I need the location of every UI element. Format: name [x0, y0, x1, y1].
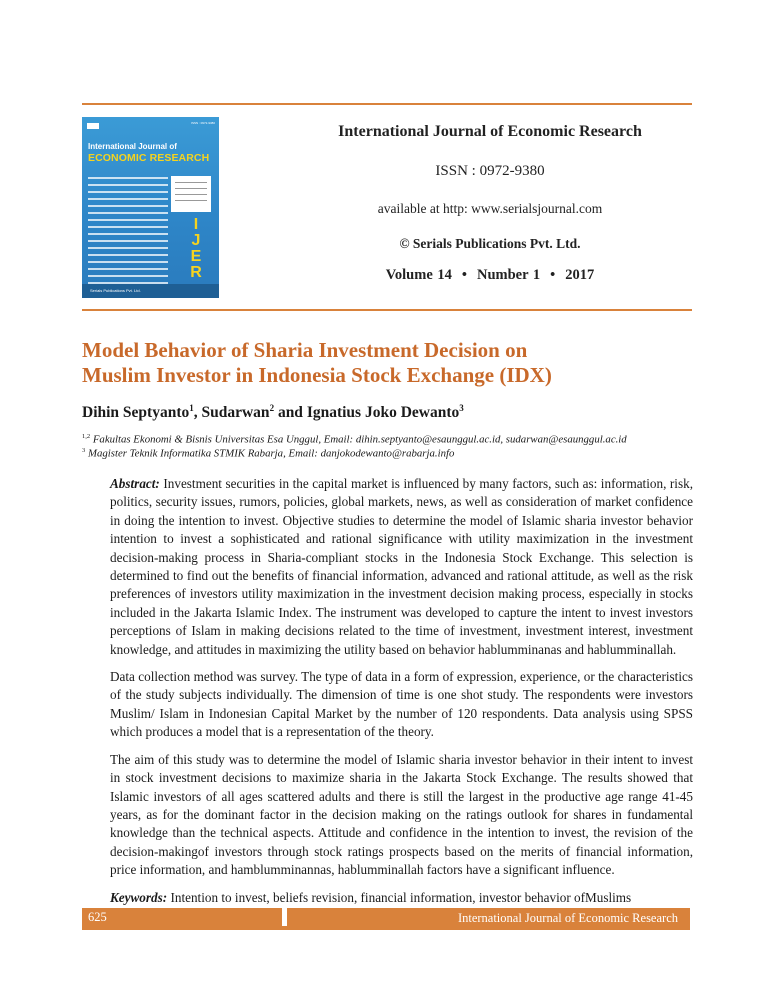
separator: • [461, 267, 467, 283]
volume: Volume 14 [385, 267, 452, 283]
cover-issn: ISSN : 0972-9380 [191, 121, 215, 125]
footer-journal-name: International Journal of Economic Research [457, 911, 678, 925]
header-bottom-rule [82, 309, 692, 311]
page-number: 625 [88, 910, 107, 924]
footer-bar [82, 908, 690, 930]
journal-issn: ISSN : 0972-9380 [435, 163, 545, 179]
journal-cover-image [82, 117, 219, 298]
cover-contents-lines [88, 177, 168, 298]
cover-tag [87, 123, 99, 129]
separator: • [550, 267, 556, 283]
abstract-paragraph-1: Abstract: Investment securities in the capital market is influenced by many factors, such as: information, risk, politics, security issues, rumors, policies, global markets, news, as well as consideration of market confidence in doing the intention to invest. Objective studies to determine the model of Islamic sharia investor behavior intention to invest a sophisticated and rational significance with utility maximization in the investment decision-making process in Sharia-compliant stocks in the Indonesia Stock Exchange. This selection is determined to find out the benefits of financial information, advanced and rational attitude, as well as the risk preferences of investors utility maximization in the investment decision making process, especially in stocks included in the Jakarta Islamic Index. The instrument was developed to capture the intent to invest investors perceptions of Islam in making decisions related to the time of investment, investment interest, investment knowledge, and attitudes in maximizing the utility based on behavior hablumminanas and hablumminallah. [110, 476, 693, 657]
journal-publisher: © Serials Publications Pvt. Ltd. [399, 236, 581, 251]
number: Number 1 [476, 267, 541, 283]
authors: Dihin Septyanto$^1$, Sudarwan$^2$ and Ignatius Joko Dewanto$^3$ [82, 403, 464, 422]
abstract-paragraph-2: Data collection method was survey. The type of data in a form of expression, experience, or the characteristics of the study subjects individually. The dimension of time is one shot study. The respondents were investors Muslim/ Islam in Indonesian Capital Market by the number of 120 respondents. Data analysis using SPSS which produces a model that is a representation of the theory. [110, 669, 693, 740]
cover-title-line2: ECONOMIC RESEARCH [88, 152, 210, 164]
paper-title: Model Behavior of Sharia Investment Decision on Muslim Investor in Indonesia Stock Exchange (IDX) [82, 338, 552, 387]
cover-inset-box [171, 176, 211, 212]
journal-volume-line [270, 267, 710, 284]
cover-title-line1: International Journal of [88, 142, 177, 151]
journal-availability: available at http: www.serialsjournal.com [377, 201, 603, 216]
top-rule [82, 103, 692, 105]
abstract-paragraph-3: The aim of this study was to determine the model of Islamic sharia investor behavior in their intent to invest in stock investment decisions to maximize sharia in the Jakarta Stock Exchange. The results showed that Islamic investors of all ages scattered adults and there is still the largest in the productive age range 41-45 years, as for the dominant factor in the decision making on the ratings outlook for shares in fundamental knowledge than the technical aspects. Attitude and confidence in the intention to invest, the revision of the decision-makingof investors through stock ratings prospects based on the merits of financial information, price information, and hamblumminannas, hablumminallah factors have a significant influence. [110, 751, 693, 878]
cover-ijer-letters: I J E R [190, 216, 202, 281]
journal-title: International Journal of Economic Research [338, 123, 642, 140]
year: 2017 [565, 267, 595, 283]
keywords: Keywords: Intention to invest, beliefs revision, financial information, investor behavior ofMuslims [110, 889, 632, 905]
affiliation-2: $^3$ Magister Teknik Informatika STMIK Rabarja, Email: danjokodewanto@rabarja.info [82, 447, 455, 460]
cover-footer: Serials Publications Pvt. Ltd. [82, 284, 219, 298]
affiliation-1: $^{1,2}$ Fakultas Ekonomi & Bisnis Universitas Esa Unggul, Email: dihin.septyanto@esaunggul.ac.id, sudarwan@esaunggul.ac.id [82, 433, 627, 446]
keywords-label: Keywords: [110, 889, 168, 905]
abstract-block [110, 475, 693, 916]
abstract-label: Abstract: [110, 476, 160, 491]
